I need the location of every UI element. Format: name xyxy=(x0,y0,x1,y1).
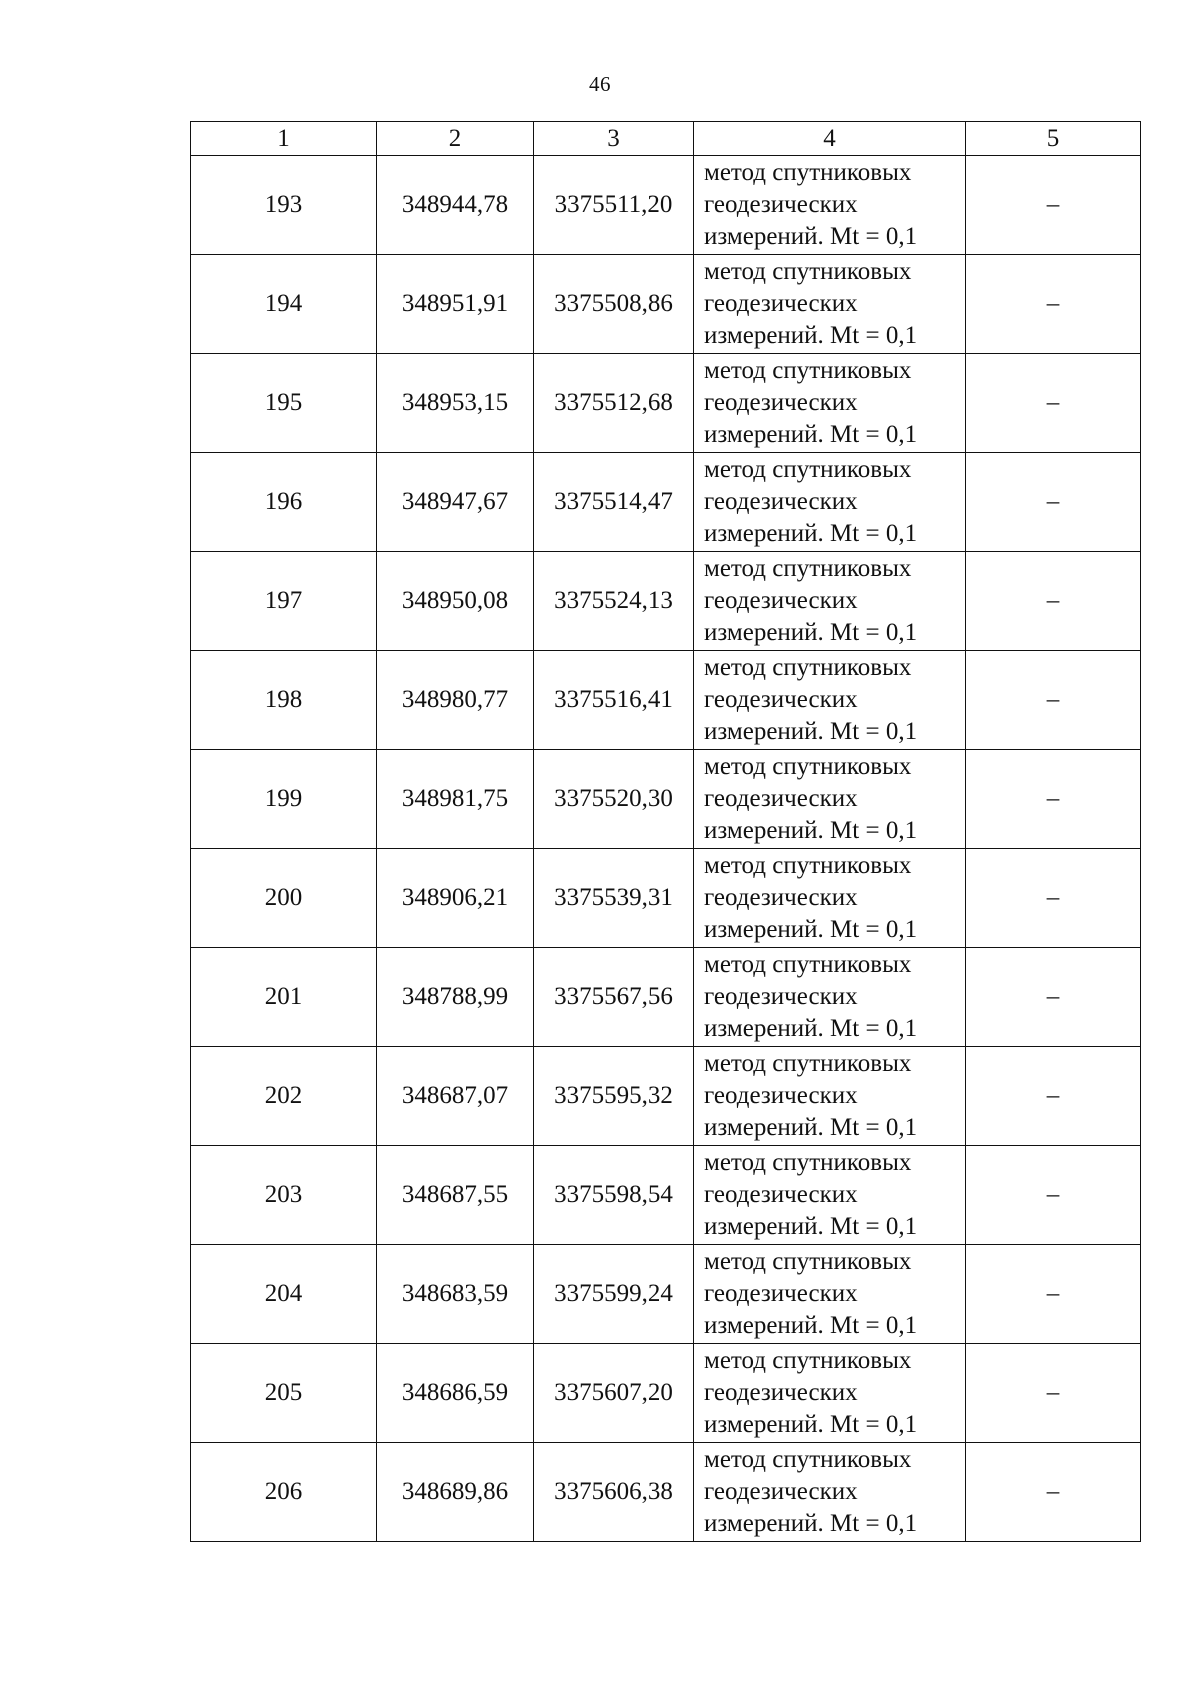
method-text-line: измерений. Mt = 0,1 xyxy=(704,718,918,745)
note-cell: – xyxy=(966,1245,1141,1344)
y-coordinate-cell: 3375539,31 xyxy=(534,849,694,948)
method-text-line: метод спутниковых xyxy=(704,1446,912,1473)
method-text-line: геодезических xyxy=(704,884,858,911)
y-coordinate-cell: 3375599,24 xyxy=(534,1245,694,1344)
method-cell xyxy=(694,453,966,552)
method-text-line: метод спутниковых xyxy=(704,159,912,186)
method-text-line: измерений. Mt = 0,1 xyxy=(704,322,918,349)
table-row xyxy=(191,156,1141,255)
method-cell xyxy=(694,651,966,750)
x-coordinate-cell: 348950,08 xyxy=(377,552,534,651)
method-text-line: измерений. Mt = 0,1 xyxy=(704,520,918,547)
method-text-line: измерений. Mt = 0,1 xyxy=(704,1015,918,1042)
table-row xyxy=(191,1443,1141,1542)
coordinates-table xyxy=(190,121,1141,1542)
point-number-cell: 195 xyxy=(191,354,377,453)
y-coordinate-cell: 3375595,32 xyxy=(534,1047,694,1146)
point-number-cell: 193 xyxy=(191,156,377,255)
table-row xyxy=(191,651,1141,750)
method-text-line: измерений. Mt = 0,1 xyxy=(704,223,918,250)
x-coordinate-cell: 348788,99 xyxy=(377,948,534,1047)
y-coordinate-cell: 3375524,13 xyxy=(534,552,694,651)
method-text-line: геодезических xyxy=(704,1379,858,1406)
method-text-line: измерений. Mt = 0,1 xyxy=(704,1510,918,1537)
point-number-cell: 201 xyxy=(191,948,377,1047)
method-text-line: геодезических xyxy=(704,1082,858,1109)
method-text-line: метод спутниковых xyxy=(704,1347,912,1374)
x-coordinate-cell: 348947,67 xyxy=(377,453,534,552)
table-row xyxy=(191,1245,1141,1344)
x-coordinate-cell: 348981,75 xyxy=(377,750,534,849)
note-cell: – xyxy=(966,1344,1141,1443)
note-cell: – xyxy=(966,453,1141,552)
table-row xyxy=(191,255,1141,354)
method-cell xyxy=(694,1245,966,1344)
table-row xyxy=(191,453,1141,552)
point-number-cell: 200 xyxy=(191,849,377,948)
header-row xyxy=(191,122,1141,156)
table-row xyxy=(191,849,1141,948)
method-text-line: метод спутниковых xyxy=(704,951,912,978)
note-cell: – xyxy=(966,1146,1141,1245)
x-coordinate-cell: 348687,55 xyxy=(377,1146,534,1245)
table-row xyxy=(191,1344,1141,1443)
point-number-cell: 204 xyxy=(191,1245,377,1344)
method-text-line: геодезических xyxy=(704,587,858,614)
table-row xyxy=(191,552,1141,651)
note-cell: – xyxy=(966,156,1141,255)
y-coordinate-cell: 3375511,20 xyxy=(534,156,694,255)
table-row xyxy=(191,1047,1141,1146)
method-text-line: измерений. Mt = 0,1 xyxy=(704,619,918,646)
y-coordinate-cell: 3375520,30 xyxy=(534,750,694,849)
note-cell: – xyxy=(966,552,1141,651)
method-text-line: геодезических xyxy=(704,488,858,515)
method-cell xyxy=(694,1344,966,1443)
method-text-line: измерений. Mt = 0,1 xyxy=(704,817,918,844)
point-number-cell: 198 xyxy=(191,651,377,750)
y-coordinate-cell: 3375598,54 xyxy=(534,1146,694,1245)
method-cell xyxy=(694,948,966,1047)
method-text-line: измерений. Mt = 0,1 xyxy=(704,1312,918,1339)
method-text-line: метод спутниковых xyxy=(704,1050,912,1077)
y-coordinate-cell: 3375512,68 xyxy=(534,354,694,453)
method-text-line: метод спутниковых xyxy=(704,654,912,681)
table-row xyxy=(191,948,1141,1047)
method-text-line: геодезических xyxy=(704,785,858,812)
note-cell: – xyxy=(966,948,1141,1047)
page-number: 46 xyxy=(589,72,611,96)
method-text-line: геодезических xyxy=(704,686,858,713)
y-coordinate-cell: 3375508,86 xyxy=(534,255,694,354)
x-coordinate-cell: 348980,77 xyxy=(377,651,534,750)
note-cell: – xyxy=(966,1443,1141,1542)
method-text-line: метод спутниковых xyxy=(704,456,912,483)
method-cell xyxy=(694,255,966,354)
x-coordinate-cell: 348686,59 xyxy=(377,1344,534,1443)
point-number-cell: 206 xyxy=(191,1443,377,1542)
column-header-4: 4 xyxy=(694,122,966,156)
method-cell xyxy=(694,156,966,255)
method-cell xyxy=(694,552,966,651)
method-text-line: метод спутниковых xyxy=(704,357,912,384)
note-cell: – xyxy=(966,651,1141,750)
method-text-line: геодезических xyxy=(704,389,858,416)
method-cell xyxy=(694,1146,966,1245)
table-row xyxy=(191,1146,1141,1245)
method-text-line: измерений. Mt = 0,1 xyxy=(704,421,918,448)
column-header-3: 3 xyxy=(534,122,694,156)
note-cell: – xyxy=(966,1047,1141,1146)
table-body xyxy=(191,156,1141,1542)
method-cell xyxy=(694,354,966,453)
method-text-line: измерений. Mt = 0,1 xyxy=(704,916,918,943)
method-cell xyxy=(694,1443,966,1542)
method-text-line: измерений. Mt = 0,1 xyxy=(704,1114,918,1141)
point-number-cell: 194 xyxy=(191,255,377,354)
point-number-cell: 199 xyxy=(191,750,377,849)
y-coordinate-cell: 3375516,41 xyxy=(534,651,694,750)
point-number-cell: 205 xyxy=(191,1344,377,1443)
note-cell: – xyxy=(966,849,1141,948)
note-cell: – xyxy=(966,255,1141,354)
x-coordinate-cell: 348689,86 xyxy=(377,1443,534,1542)
x-coordinate-cell: 348906,21 xyxy=(377,849,534,948)
x-coordinate-cell: 348687,07 xyxy=(377,1047,534,1146)
method-text-line: метод спутниковых xyxy=(704,258,912,285)
point-number-cell: 196 xyxy=(191,453,377,552)
method-cell xyxy=(694,750,966,849)
method-text-line: метод спутниковых xyxy=(704,753,912,780)
point-number-cell: 197 xyxy=(191,552,377,651)
method-text-line: метод спутниковых xyxy=(704,1149,912,1176)
point-number-cell: 202 xyxy=(191,1047,377,1146)
method-text-line: геодезических xyxy=(704,191,858,218)
note-cell: – xyxy=(966,750,1141,849)
x-coordinate-cell: 348951,91 xyxy=(377,255,534,354)
method-text-line: геодезических xyxy=(704,1181,858,1208)
method-text-line: геодезических xyxy=(704,290,858,317)
y-coordinate-cell: 3375606,38 xyxy=(534,1443,694,1542)
column-header-1: 1 xyxy=(191,122,377,156)
note-cell: – xyxy=(966,354,1141,453)
y-coordinate-cell: 3375567,56 xyxy=(534,948,694,1047)
method-text-line: метод спутниковых xyxy=(704,1248,912,1275)
method-text-line: метод спутниковых xyxy=(704,555,912,582)
column-header-5: 5 xyxy=(966,122,1141,156)
method-text-line: геодезических xyxy=(704,1478,858,1505)
y-coordinate-cell: 3375607,20 xyxy=(534,1344,694,1443)
method-cell xyxy=(694,1047,966,1146)
method-text-line: метод спутниковых xyxy=(704,852,912,879)
method-cell xyxy=(694,849,966,948)
x-coordinate-cell: 348953,15 xyxy=(377,354,534,453)
method-text-line: измерений. Mt = 0,1 xyxy=(704,1213,918,1240)
method-text-line: геодезических xyxy=(704,1280,858,1307)
table-row xyxy=(191,354,1141,453)
x-coordinate-cell: 348683,59 xyxy=(377,1245,534,1344)
y-coordinate-cell: 3375514,47 xyxy=(534,453,694,552)
x-coordinate-cell: 348944,78 xyxy=(377,156,534,255)
method-text-line: измерений. Mt = 0,1 xyxy=(704,1411,918,1438)
column-header-2: 2 xyxy=(377,122,534,156)
point-number-cell: 203 xyxy=(191,1146,377,1245)
table-row xyxy=(191,750,1141,849)
method-text-line: геодезических xyxy=(704,983,858,1010)
